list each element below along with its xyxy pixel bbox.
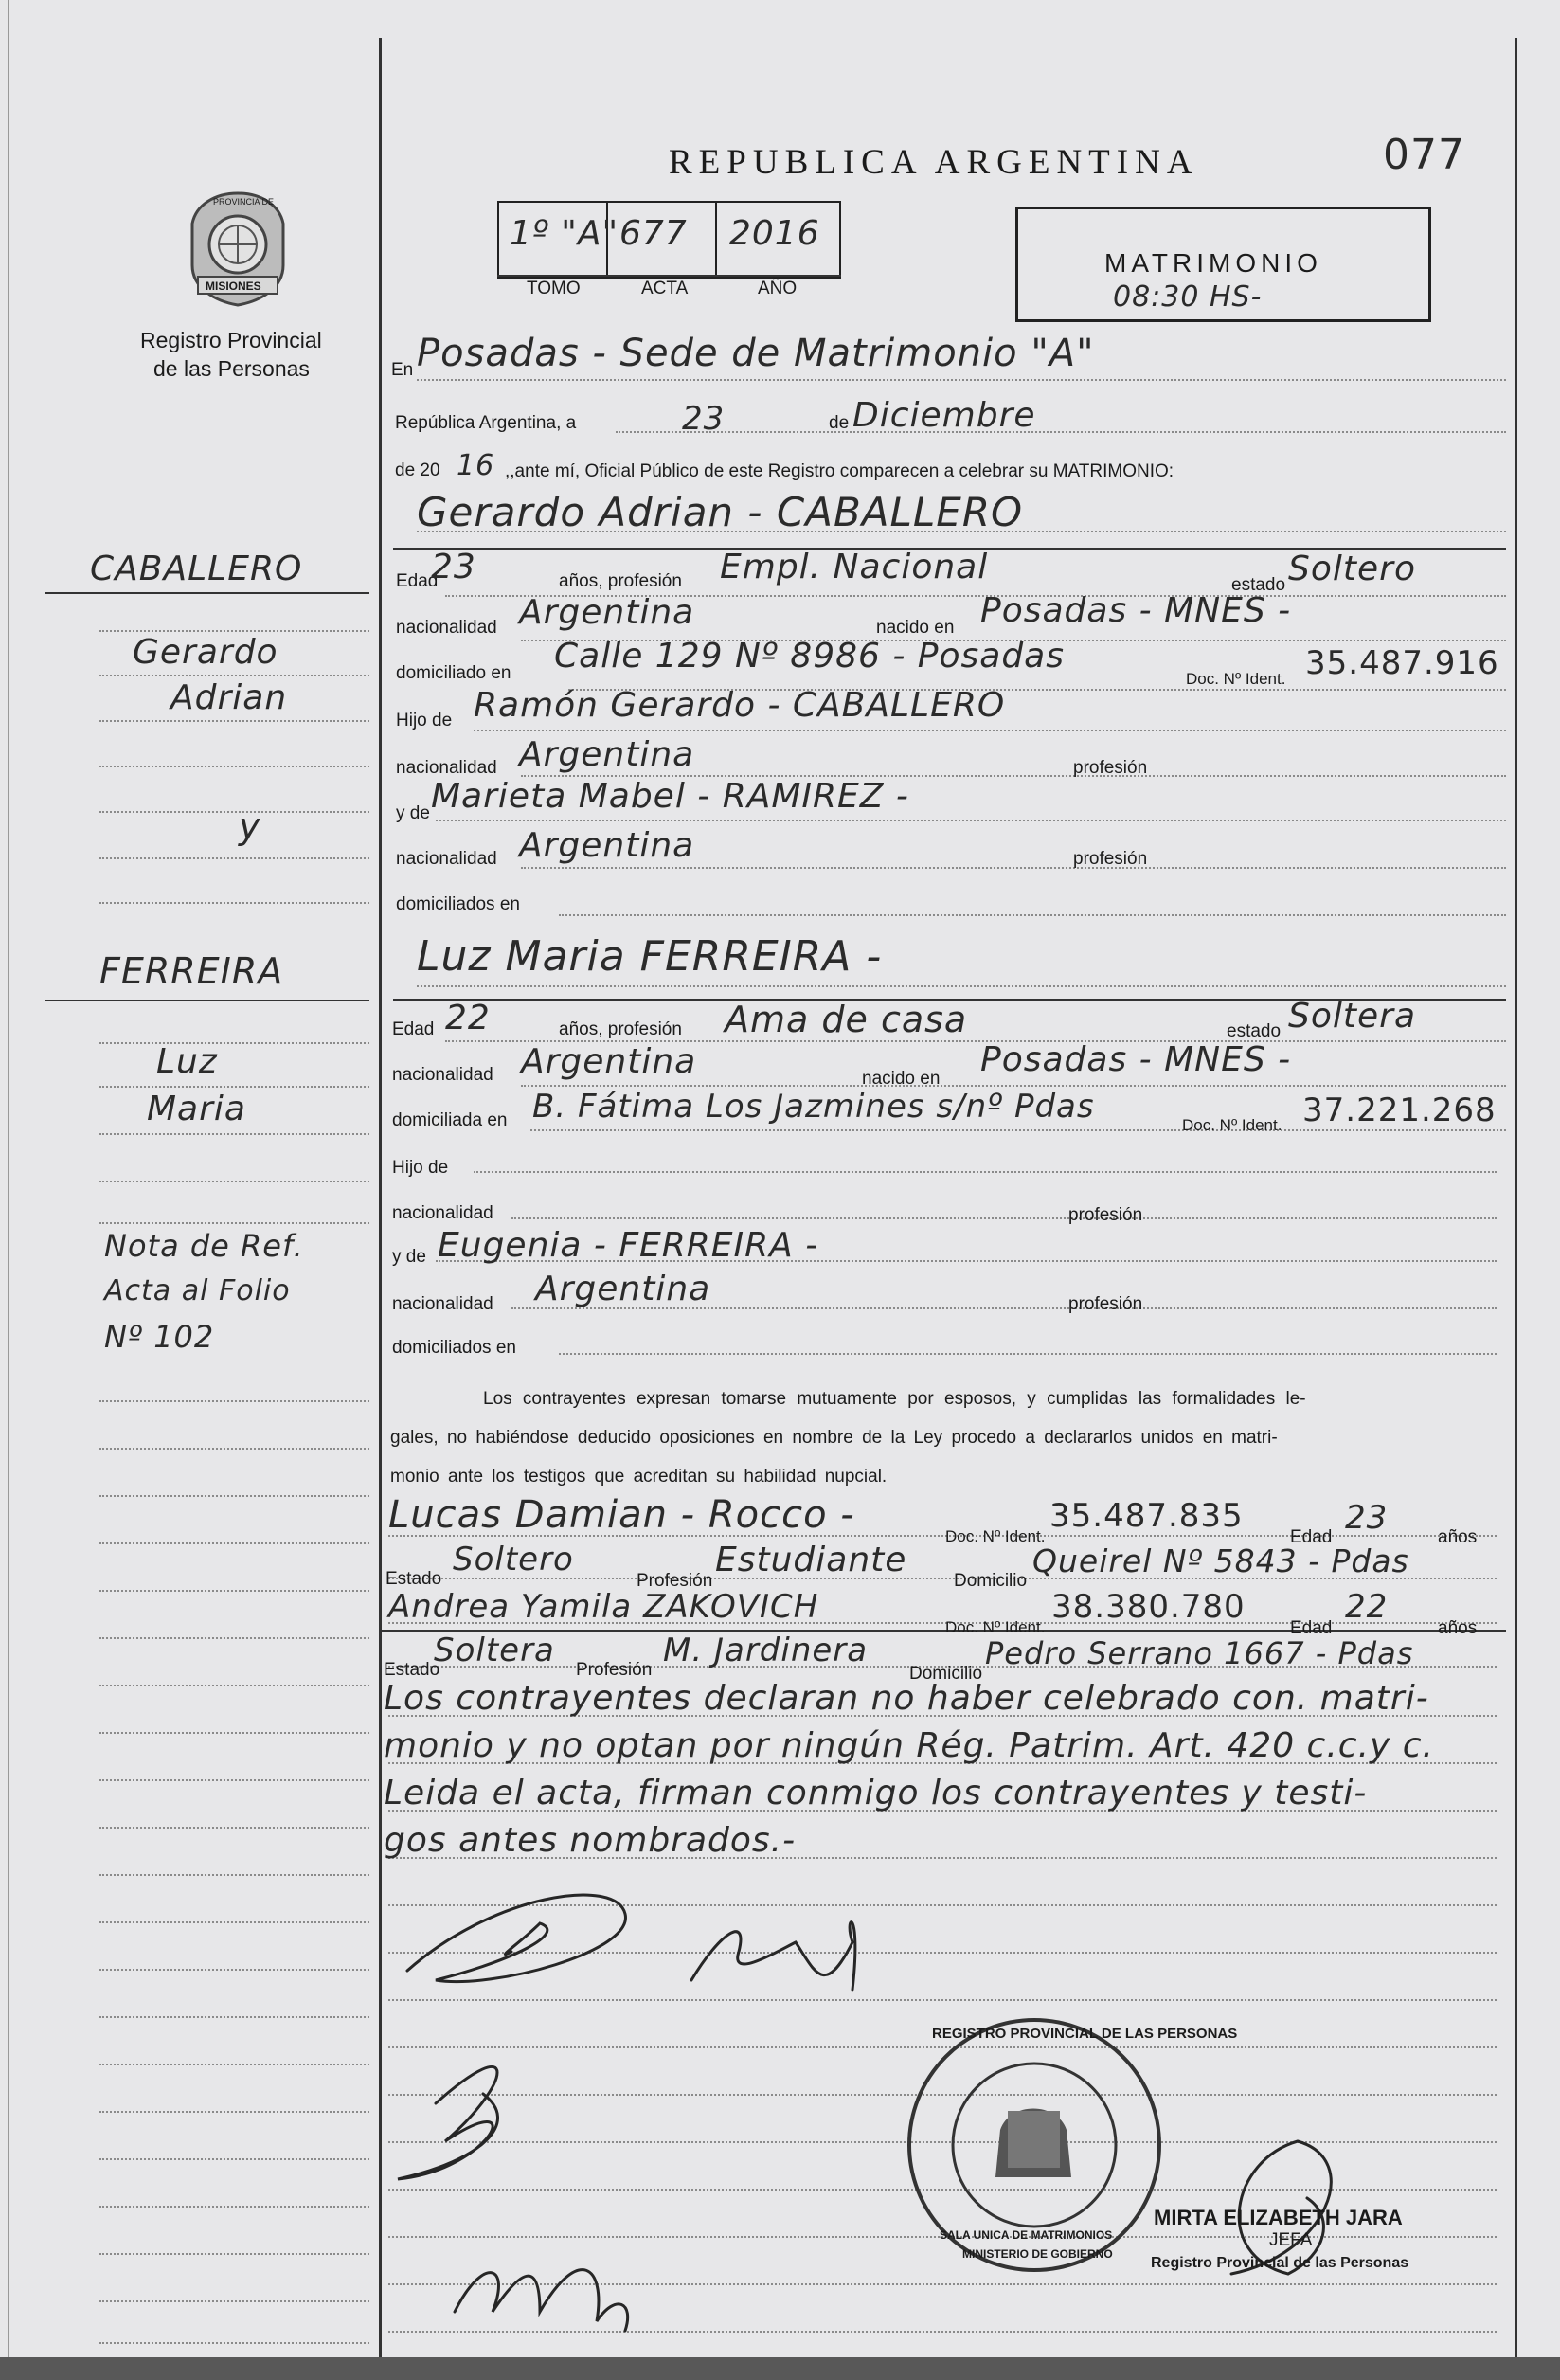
ceremony-month: Diciembre <box>852 396 1036 435</box>
signature-4-icon <box>455 2270 628 2331</box>
remarks-line3: Leida el acta, firman conmigo los contrayentes y testi- <box>384 1774 1368 1812</box>
witness2-profesion-label: Profesión <box>576 1660 653 1680</box>
ceremony-day: 23 <box>682 400 726 438</box>
page-number: 077 <box>1383 131 1465 179</box>
spouse2-doc-label: Doc. Nº Ident. <box>1182 1116 1282 1134</box>
spouse2-name: Luz Maria FERREIRA - <box>417 932 883 981</box>
spouse1-edad: 23 <box>431 548 476 586</box>
witness2-domicilio: Pedro Serrano 1667 - Pdas <box>985 1635 1414 1671</box>
de-label: de <box>829 413 850 433</box>
spouse2-edad: 22 <box>445 999 491 1037</box>
spouse1-hijo-label: Hijo de <box>396 711 453 730</box>
record-type-heading: MATRIMONIO <box>1104 248 1322 278</box>
record-box-divider <box>497 275 841 277</box>
witness2-name: Andrea Yamila ZAKOVICH <box>388 1588 819 1626</box>
tomo-value: 1º "A" <box>510 214 619 253</box>
spouse2-nacionalidad-label: nacionalidad <box>392 1065 493 1085</box>
left-edge-rule <box>8 0 9 2359</box>
spouse2-madre: Eugenia - FERREIRA - <box>438 1226 819 1265</box>
witness1-doc: 35.487.835 <box>1049 1497 1244 1535</box>
witness1-name: Lucas Damian - Rocco - <box>388 1493 855 1537</box>
spouse1-anos-profesion-label: años, profesión <box>559 571 682 591</box>
witness2-edad: 22 <box>1345 1588 1389 1626</box>
spouse2-hijo-label: Hijo de <box>392 1158 449 1178</box>
remarks-line2: monio y no optan por ningún Rég. Patrim. Art. 420 c.c.y c. <box>384 1726 1434 1765</box>
acta-value: 677 <box>619 214 688 253</box>
spouse1-madre-nac-label: nacionalidad <box>396 849 497 869</box>
year-prefix: de 20 <box>395 460 440 480</box>
margin-note-line1: Nota de Ref. <box>104 1228 304 1264</box>
seal-text-bottom: MISIONES <box>206 279 261 293</box>
margin-note-line2: Acta al Folio <box>104 1274 291 1307</box>
province-seal-icon <box>185 189 291 308</box>
spouse1-domiciliados-label: domiciliados en <box>396 894 520 914</box>
spouse2-domiciliados-label: domiciliados en <box>392 1338 516 1358</box>
registry-title-line2: de las Personas <box>153 356 310 381</box>
spouse1-profesion: Empl. Nacional <box>720 548 989 586</box>
spouse1-yde-label: y de <box>396 803 430 823</box>
ano-value: 2016 <box>729 214 820 253</box>
spouse1-estado-label: estado <box>1231 575 1286 595</box>
ceremony-year: 16 <box>457 449 495 482</box>
spouse2-domiciliada-label: domiciliada en <box>392 1110 508 1130</box>
witness1-edad: 23 <box>1345 1499 1389 1537</box>
spouse1-padre: Ramón Gerardo - CABALLERO <box>474 686 1006 725</box>
spouse2-madre-nac: Argentina <box>535 1270 711 1308</box>
spouse1-doc-label: Doc. Nº Ident. <box>1186 670 1286 688</box>
witness1-edad-label: Edad <box>1290 1527 1333 1547</box>
witness2-estado: Soltera <box>434 1632 555 1669</box>
declaration-line1: Los contrayentes expresan tomarse mutuamente por esposos, y cumplidas las formalidades le- <box>483 1389 1306 1409</box>
margin-rule-1 <box>45 592 369 594</box>
spouse2-madre-nac-label: nacionalidad <box>392 1294 493 1314</box>
spouse1-padre-profesion-label: profesión <box>1073 758 1148 778</box>
witness2-estado-label: Estado <box>384 1660 440 1680</box>
seal-text-top: PROVINCIA DE <box>213 197 275 207</box>
witness1-profesion: Estudiante <box>715 1541 907 1579</box>
remarks-line4: gos antes nombrados.- <box>384 1821 797 1860</box>
margin-name2b: Maria <box>147 1090 246 1128</box>
intro-statement: ,,ante mí, Oficial Público de este Registro comparecen a celebrar su MATRIMONIO: <box>505 461 1174 481</box>
spouse1-nacido-label: nacido en <box>876 618 955 638</box>
republica-label: República Argentina, a <box>395 413 577 433</box>
stamp-inner-text2: MINISTERIO DE GOBIERNO <box>962 2247 1113 2261</box>
spouse1-doc: 35.487.916 <box>1305 644 1499 682</box>
witness2-edad-label: Edad <box>1290 1618 1333 1638</box>
margin-surname2: FERREIRA <box>99 950 284 992</box>
signature-2-icon <box>691 1922 855 1990</box>
spouse2-estado: Soltera <box>1288 997 1417 1036</box>
signature-1-icon <box>407 1895 625 1982</box>
witness1-domicilio-label: Domicilio <box>954 1571 1028 1591</box>
margin-name1a: Gerardo <box>133 633 278 672</box>
witness2-doc: 38.380.780 <box>1051 1588 1246 1626</box>
witness1-doc-label: Doc. Nº Ident. <box>945 1527 1046 1545</box>
spouse2-domicilio: B. Fátima Los Jazmines s/nº Pdas <box>532 1088 1095 1126</box>
spouse2-profesion: Ama de casa <box>725 999 968 1040</box>
acta-label: ACTA <box>641 279 689 298</box>
margin-name2a: Luz <box>156 1042 218 1081</box>
margin-name1b: Adrian <box>170 678 288 717</box>
margin-conjunction: y <box>239 805 261 847</box>
spouse1-padre-nac-label: nacionalidad <box>396 758 497 778</box>
witness1-estado-label: Estado <box>386 1569 442 1589</box>
witness2-domicilio-label: Domicilio <box>909 1664 983 1684</box>
spouse1-madre: Marieta Mabel - RAMIREZ - <box>431 777 909 816</box>
margin-rule-2 <box>45 1000 369 1001</box>
spouse2-anos-profesion-label: años, profesión <box>559 1019 682 1039</box>
record-time: 08:30 HS- <box>1113 280 1263 314</box>
official-round-stamp <box>906 2016 1238 2274</box>
spouse1-nacido: Posadas - MNES - <box>980 591 1292 630</box>
margin-surname1: CABALLERO <box>90 550 303 588</box>
spouse2-estado-label: estado <box>1227 1021 1282 1041</box>
en-label: En <box>391 360 414 380</box>
spouse2-doc: 37.221.268 <box>1302 1091 1497 1129</box>
spouse2-madre-profesion-label: profesión <box>1068 1294 1143 1314</box>
spouse2-padre-profesion-label: profesión <box>1068 1205 1143 1225</box>
tomo-label: TOMO <box>527 279 581 298</box>
remarks-line1: Los contrayentes declaran no haber celebrado con. matri- <box>384 1679 1429 1718</box>
official-name: MIRTA ELIZABETH JARA <box>1154 2206 1403 2229</box>
witness2-profesion: M. Jardinera <box>663 1632 869 1669</box>
registry-title-line1: Registro Provincial <box>140 328 322 352</box>
spouse1-madre-nac: Argentina <box>519 826 695 865</box>
declaration-line3: monio ante los testigos que acreditan su habilidad nupcial. <box>390 1467 888 1487</box>
spouse2-edad-label: Edad <box>392 1019 435 1039</box>
right-margin-rule <box>1515 38 1517 2359</box>
witness1-estado: Soltero <box>453 1541 574 1578</box>
spouse1-name: Gerardo Adrian - CABALLERO <box>417 489 1024 535</box>
witness1-anos-label: años <box>1438 1527 1478 1547</box>
spouse1-domicilio: Calle 129 Nº 8986 - Posadas <box>554 637 1065 676</box>
margin-note-line3: Nº 102 <box>104 1319 215 1355</box>
spouse1-padre-nac: Argentina <box>519 735 695 774</box>
ceremony-place: Posadas - Sede de Matrimonio "A" <box>417 332 1095 375</box>
spouse1-edad-label: Edad <box>396 571 439 591</box>
spouse2-nacido: Posadas - MNES - <box>980 1040 1292 1079</box>
spouse2-nacionalidad: Argentina <box>521 1042 697 1081</box>
stamp-outer-text: REGISTRO PROVINCIAL DE LAS PERSONAS <box>932 2026 1238 2042</box>
witness2-doc-label: Doc. Nº Ident. <box>945 1618 1046 1636</box>
official-office: Registro Provincial de las Personas <box>1151 2255 1409 2271</box>
spouse2-padre-nac-label: nacionalidad <box>392 1203 493 1223</box>
witness2-anos-label: años <box>1438 1618 1478 1638</box>
spouse1-nacionalidad-label: nacionalidad <box>396 618 497 638</box>
ano-label: AÑO <box>758 279 798 298</box>
spouse2-yde-label: y de <box>392 1247 426 1267</box>
stamp-inner-text1: SALA UNICA DE MATRIMONIOS <box>940 2228 1113 2242</box>
signature-3-icon <box>398 2066 498 2179</box>
declaration-line2: gales, no habiéndose deducido oposiciones en nombre de la Ley procedo a declararlos unidos en matri- <box>390 1428 1278 1448</box>
witness1-domicilio: Queirel Nº 5843 - Pdas <box>1032 1542 1409 1579</box>
spouse1-estado: Soltero <box>1288 550 1416 588</box>
witness1-profesion-label: Profesión <box>637 1571 713 1591</box>
spouse2-nacido-label: nacido en <box>862 1069 941 1089</box>
spouse1-madre-profesion-label: profesión <box>1073 849 1148 869</box>
official-title: JEFA <box>1269 2230 1313 2250</box>
country-heading: REPUBLICA ARGENTINA <box>669 143 1199 182</box>
spouse1-nacionalidad: Argentina <box>519 593 695 632</box>
page-bottom-edge <box>0 2357 1560 2380</box>
spouse1-domiciliado-label: domiciliado en <box>396 663 511 683</box>
